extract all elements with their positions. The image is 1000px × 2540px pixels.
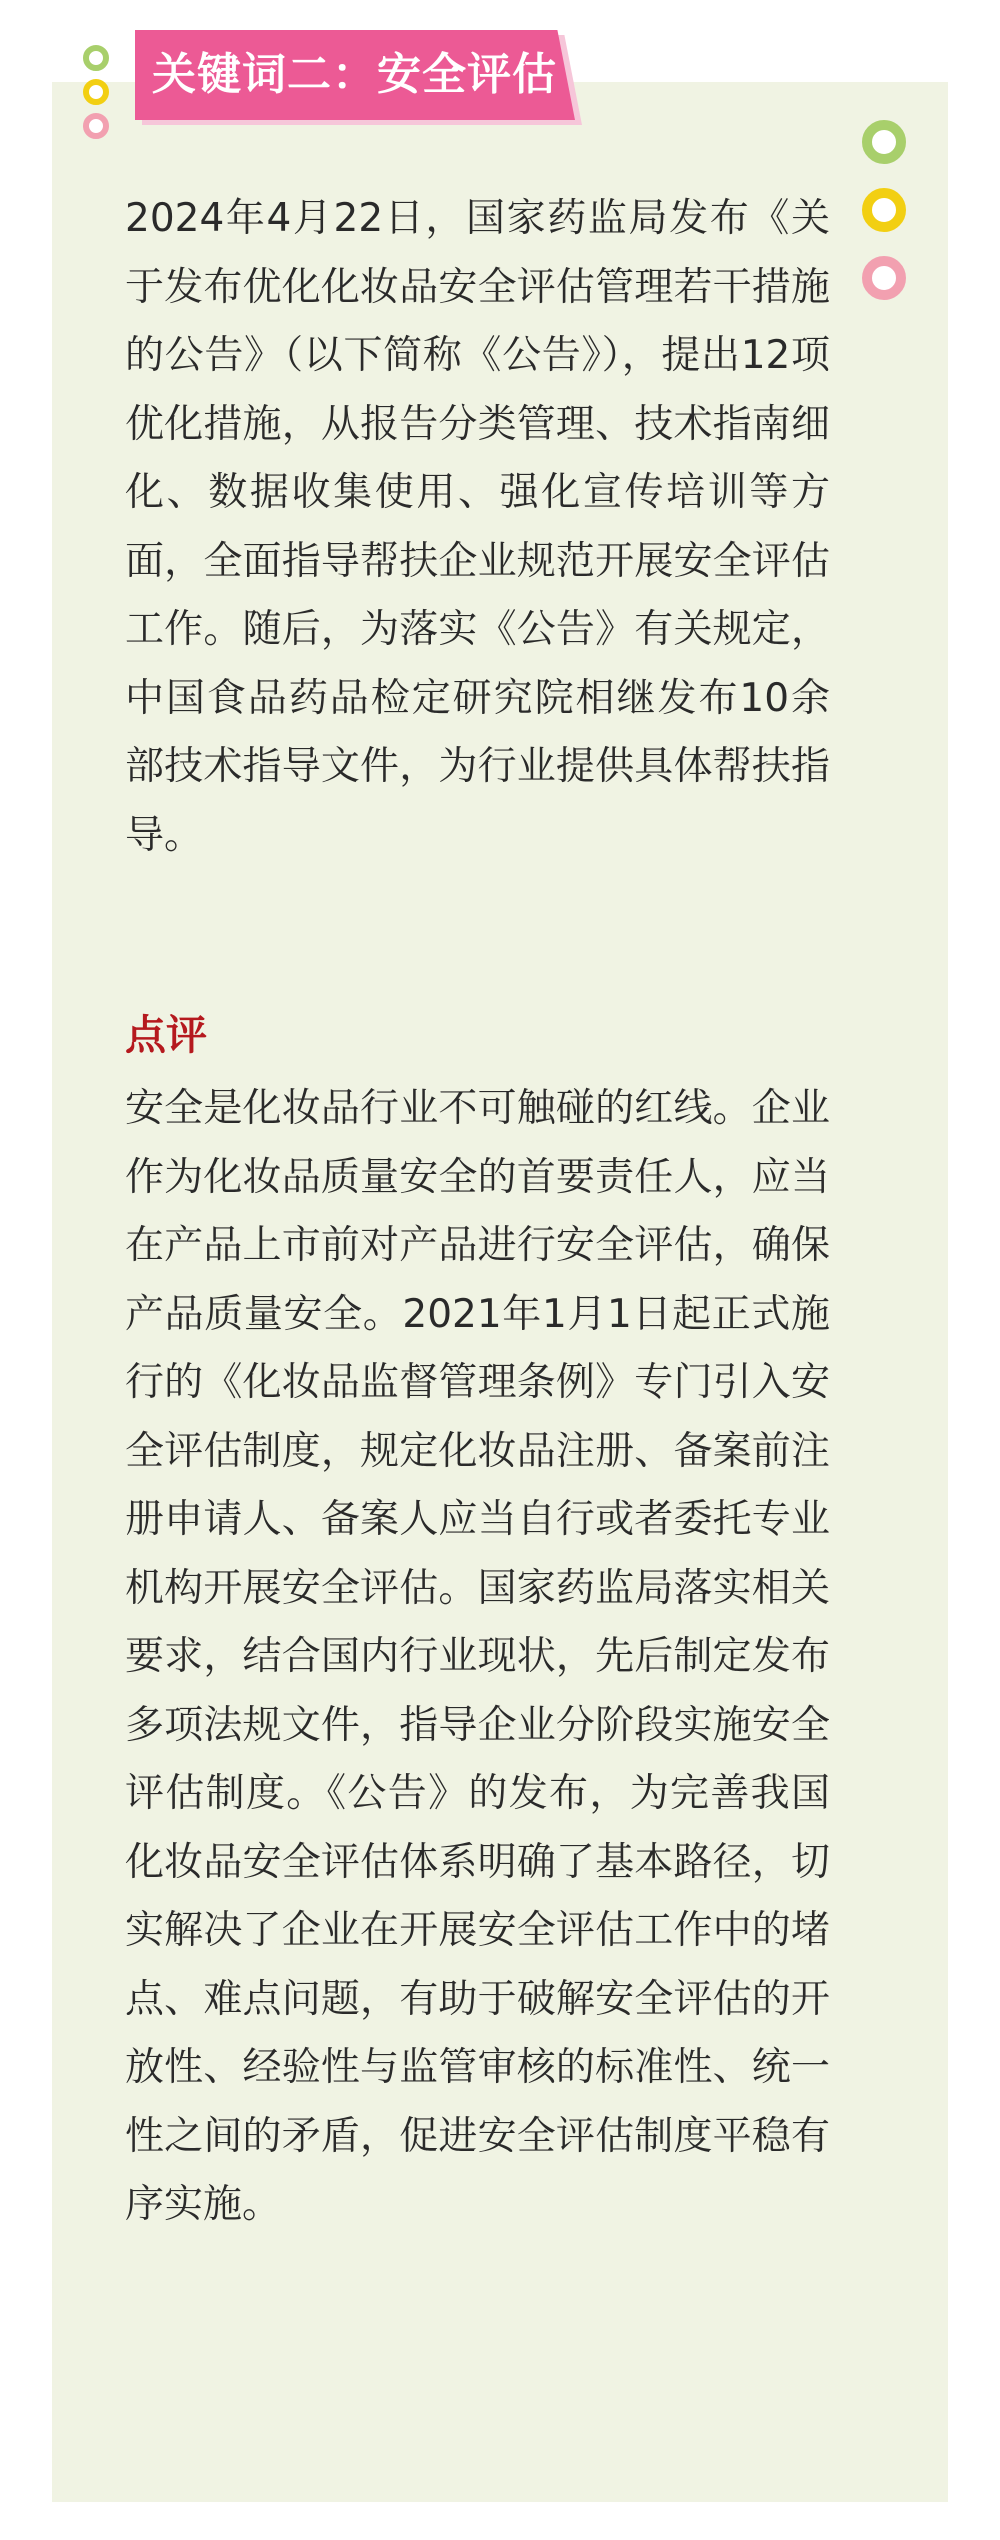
- article-paragraph: 2024年4月22日，国家药监局发布《关于发布优化化妆品安全评估管理若干措施的公告》（以下简称《公告》），提出12项优化措施，从报告分类管理、技术指南细化、数据收集使用、强化宣传培训等方面，全面指导帮扶企业规范开展安全评估工作。随后，为落实《公告》有关规定，中国食品药品检定研究院相继发布10余部技术指导文件，为行业提供具体帮扶指导。: [125, 196, 830, 858]
- article-body: [125, 185, 830, 870]
- keyword-tab: [135, 30, 587, 130]
- green-circle-icon: [83, 45, 109, 71]
- green-circle-icon: [862, 120, 906, 164]
- comment-body: [125, 1075, 830, 2240]
- pink-circle-icon: [862, 256, 906, 300]
- pink-circle-icon: [83, 113, 109, 139]
- yellow-circle-icon: [862, 188, 906, 232]
- yellow-circle-icon: [83, 79, 109, 105]
- keyword-title: 关键词二：安全评估: [152, 49, 557, 100]
- comment-heading: 点评: [125, 1011, 207, 1059]
- comment-paragraph: 安全是化妆品行业不可触碰的红线。企业作为化妆品质量安全的首要责任人，应当在产品上市前对产品进行安全评估，确保产品质量安全。2021年1月1日起正式施行的《化妆品监督管理条例》专门引入安全评估制度，规定化妆品注册、备案前注册申请人、备案人应当自行或者委托专业机构开展安全评估。国家药监局落实相关要求，结合国内行业现状，先后制定发布多项法规文件，指导企业分阶段实施安全评估制度。《公告》的发布，为完善我国化妆品安全评估体系明确了基本路径，切实解决了企业在开展安全评估工作中的堵点、难点问题，有助于破解安全评估的开放性、经验性与监管审核的标准性、统一性之间的矛盾，促进安全评估制度平稳有序实施。: [125, 1086, 830, 2227]
